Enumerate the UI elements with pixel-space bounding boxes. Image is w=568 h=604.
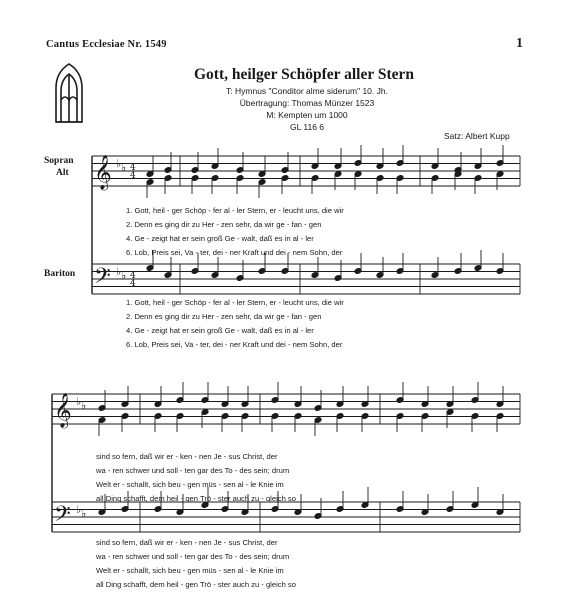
time-signature: 4 (130, 271, 136, 281)
treble-clef-icon: 𝄞 (94, 155, 112, 190)
lower-verse2-line-2: wa - ren schwer und soll - ten gar des To - des sein; drum (96, 552, 290, 561)
lower-verse-line-6: 6. Lob, Preis sei, Va - ter, dei - ner Kraft und dei - nem Sohn, der (126, 340, 343, 349)
flat-icon: ♭ (76, 503, 82, 516)
flat-icon: ♭ (76, 395, 82, 408)
text-credit: T: Hymnus "Conditor alme siderum" 10. Jh. (226, 86, 388, 96)
flat-icon: ♭ (81, 399, 87, 412)
bass-clef-icon: 𝄢 (54, 502, 71, 532)
voice-label-bariton: Bariton (44, 269, 76, 279)
voice-label-alt: Alt (56, 168, 69, 178)
lower-verse2-line-6: all Ding schafft, dem heil - gen Trö - ster auch zu - gleich so (96, 580, 296, 589)
time-signature: 4 (130, 279, 136, 289)
treble-clef-icon: 𝄞 (54, 393, 72, 428)
verse-line-2: 2. Denn es ging dir zu Her - zen sehr, da wir ge - fan - gen (126, 220, 322, 229)
verse-line-6: 6. Lob, Preis sei, Va - ter, dei - ner Kraft und dei - nem Sohn, der (126, 248, 343, 257)
verse2-line-6: all Ding schafft, dem heil - gen Trö - ster auch zu - gleich so (96, 494, 296, 503)
verse2-line-1: sind so fern, daß wir er - ken - nen Je - sus Christ, der (96, 452, 278, 461)
lower-verse-line-2: 2. Denn es ging dir zu Her - zen sehr, da wir ge - fan - gen (126, 312, 322, 321)
lower-verse-line-1: 1. Gott, heil - ger Schöp - fer al - ler Stern, er - leucht uns, die wir (126, 298, 344, 307)
collection-header: Cantus Ecclesiae Nr. 1549 (46, 39, 167, 50)
flat-icon: ♭ (81, 507, 87, 520)
flat-icon: ♭ (116, 157, 122, 170)
time-signature: 4 (130, 163, 136, 173)
page-number: 1 (516, 36, 523, 51)
flat-icon: ♭ (121, 161, 127, 174)
translation-credit: Übertragung: Thomas Münzer 1523 (239, 98, 375, 108)
verse2-line-4: Welt er - schallt, sich beu - gen müs - sen al - le Knie im (96, 480, 284, 489)
lower-verse2-line-4: Welt er - schallt, sich beu - gen müs - sen al - le Knie im (96, 566, 284, 575)
lower-verse-line-4: 4. Ge - zeigt hat er sein groß Ge - walt, daß es in al - ler (126, 326, 314, 335)
bass-clef-icon: 𝄢 (94, 264, 111, 294)
lower-verse2-line-1: sind so fern, daß wir er - ken - nen Je - sus Christ, der (96, 538, 278, 547)
melody-credit: M: Kempten um 1000 (266, 110, 348, 120)
time-signature: 4 (130, 171, 136, 181)
arrangement-credit: Satz: Albert Kupp (444, 131, 510, 141)
gl-number: GL 116 6 (289, 122, 325, 132)
hymn-title: Gott, heilger Schöpfer aller Stern (194, 66, 414, 83)
verse2-line-2: wa - ren schwer und soll - ten gar des To - des sein; drum (96, 466, 290, 475)
flat-icon: ♭ (116, 265, 122, 278)
verse-line-4: 4. Ge - zeigt hat er sein groß Ge - walt, daß es in al - ler (126, 234, 314, 243)
voice-label-sopran: Sopran (44, 156, 74, 166)
verse-line-1: 1. Gott, heil - ger Schöp - fer al - ler Stern, er - leucht uns, die wir (126, 206, 344, 215)
flat-icon: ♭ (121, 269, 127, 282)
